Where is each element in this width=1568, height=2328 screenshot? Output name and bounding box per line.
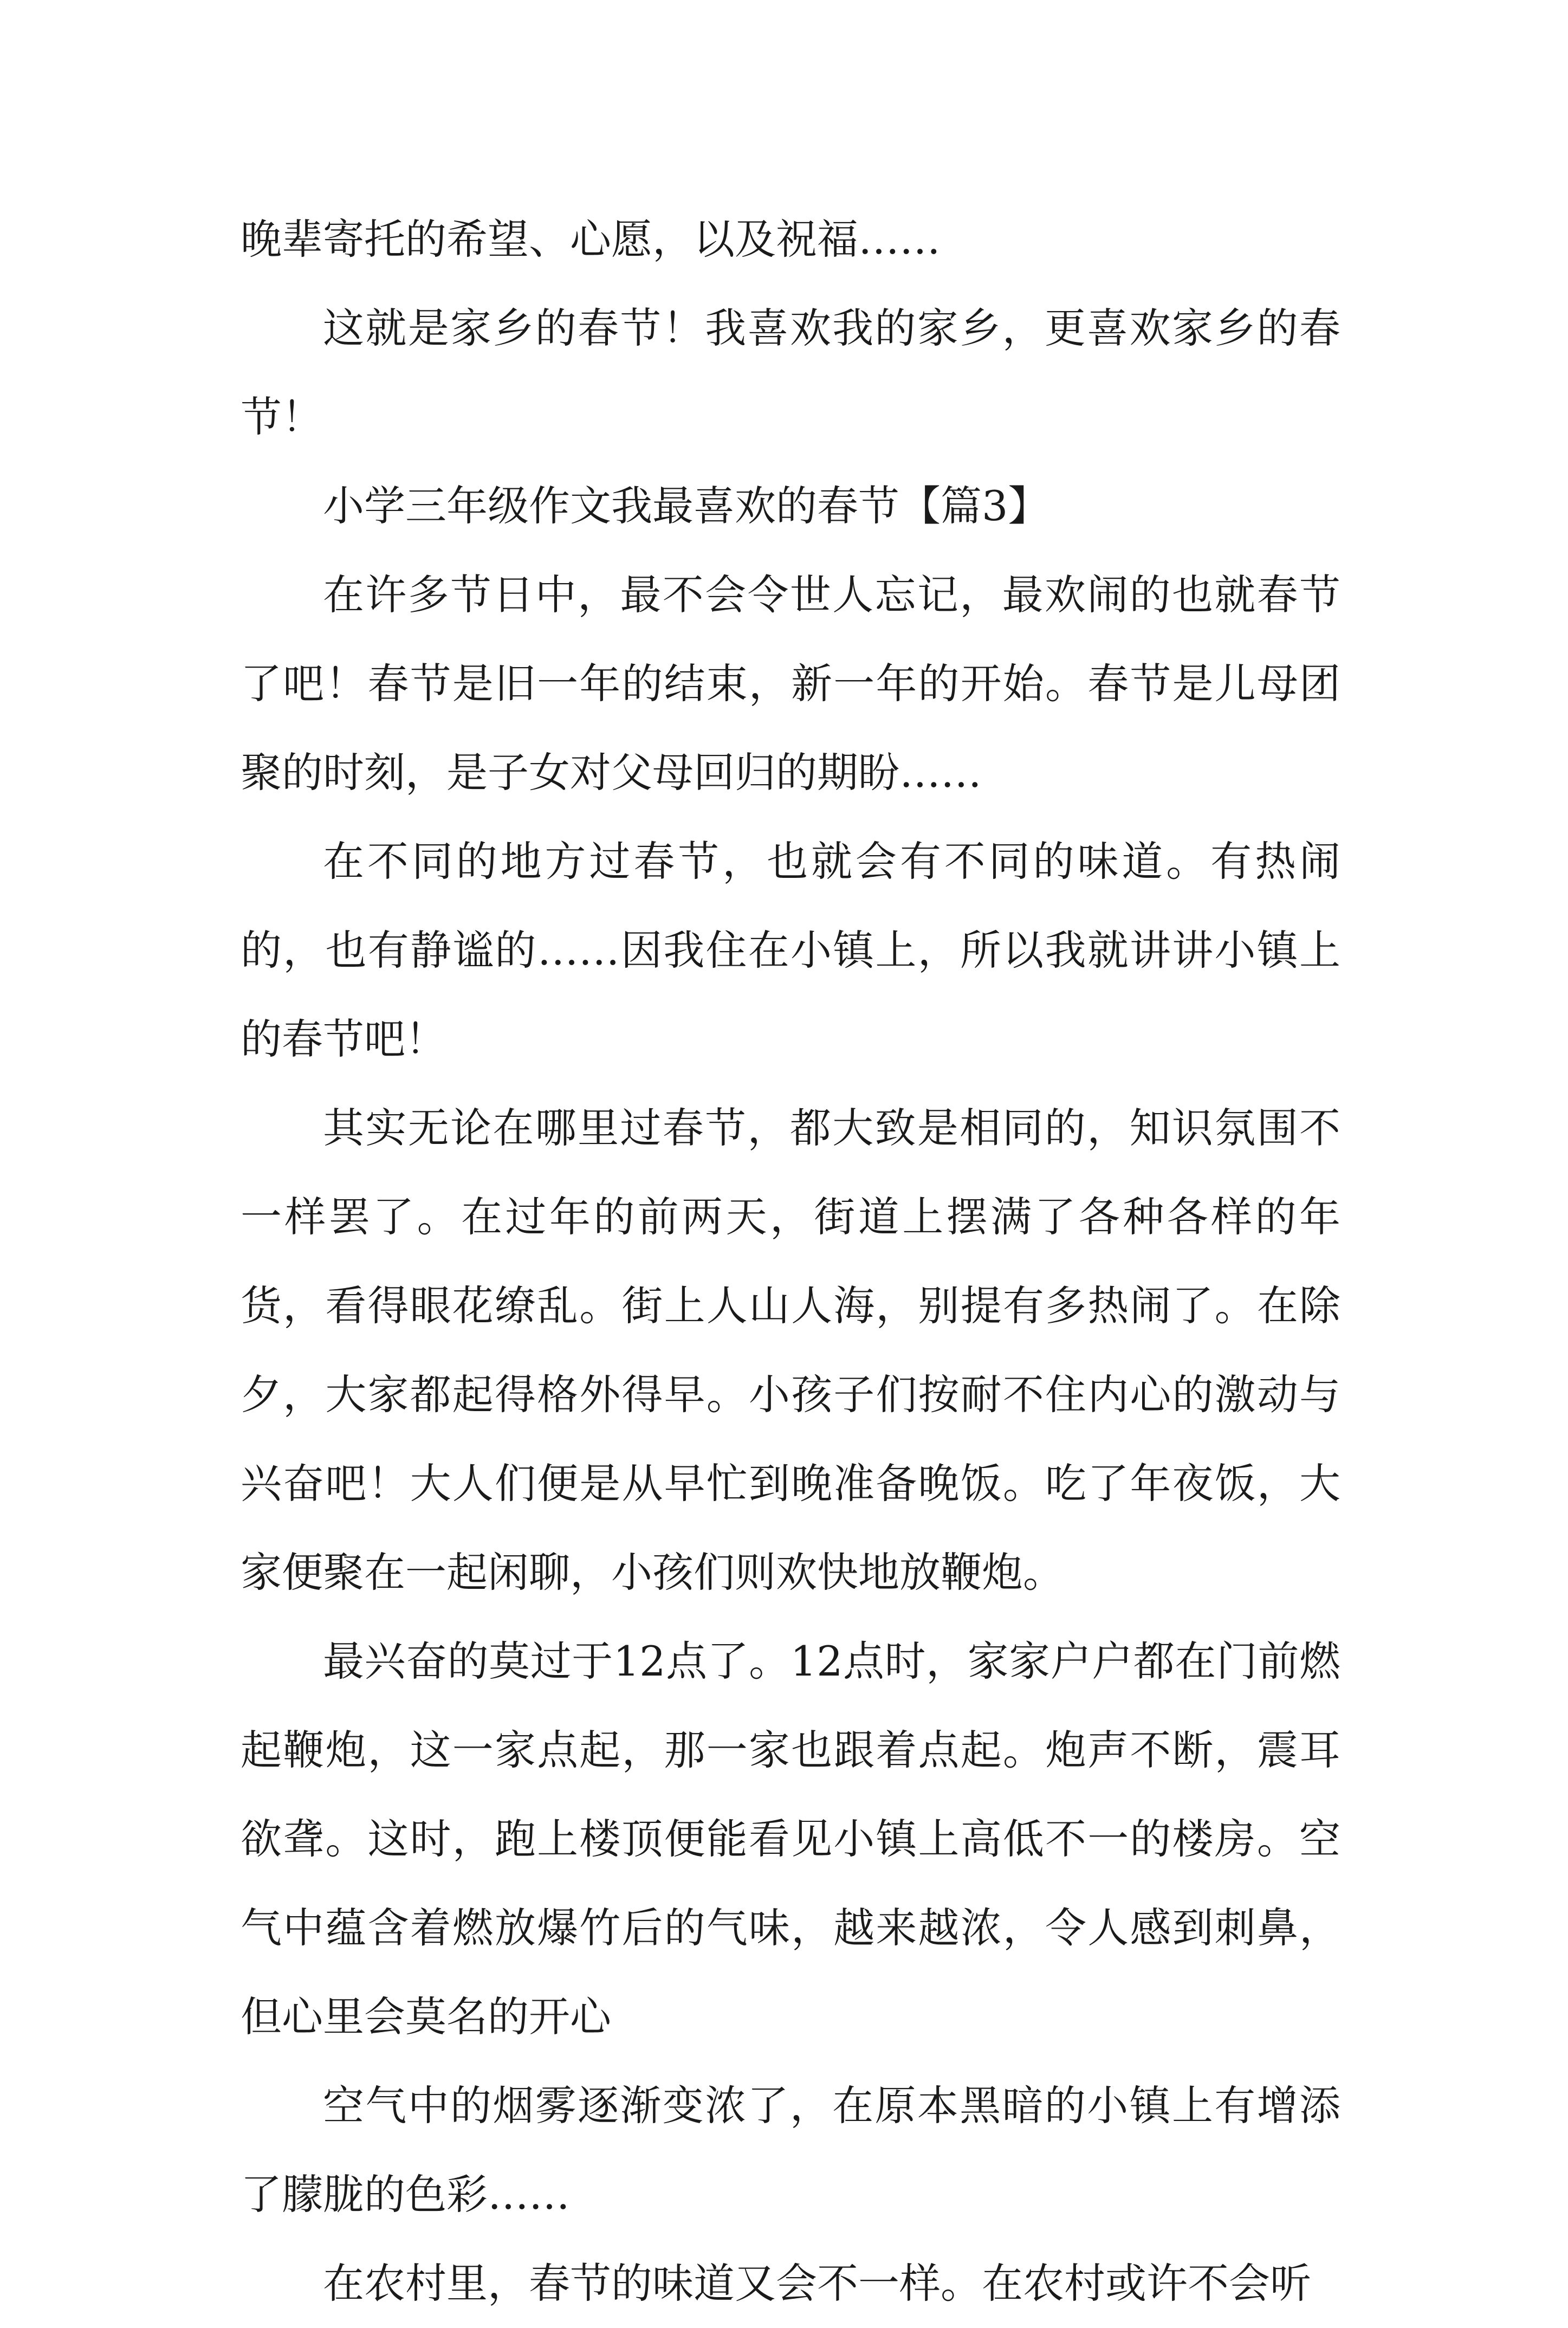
- paragraph-7: 空气中的烟雾逐渐变浓了，在原本黑暗的小镇上有增添了朦胧的色彩……: [241, 2081, 1340, 2219]
- body-text: [241, 195, 1340, 2328]
- section-heading: 小学三年级作文我最喜欢的春节【篇3】: [323, 482, 1049, 530]
- paragraph-1: 晚辈寄托的希望、心愿，以及祝福……: [241, 215, 941, 263]
- paragraph-3: 在许多节日中，最不会令世人忘记，最欢闹的也就春节了吧！春节是旧一年的结束，新一年的开始。春节是儿母团聚的时刻，是子女对父母回归的期盼……: [241, 571, 1340, 797]
- paragraph-6: 最兴奋的莫过于12点了。12点时，家家户户都在门前燃起鞭炮，这一家点起，那一家也跟着点起。炮声不断，震耳欲聋。这时，跑上楼顶便能看见小镇上高低不一的楼房。空气中蕴含着燃放爆竹后的气味，越来越浓，令人感到刺鼻，但心里会莫名的开心: [241, 1637, 1340, 2041]
- paragraph-4: 在不同的地方过春节，也就会有不同的味道。有热闹的，也有静谧的……因我住在小镇上，所以我就讲讲小镇上的春节吧！: [241, 837, 1340, 1063]
- paragraph-8: 在农村里，春节的味道又会不一样。在农村或许不会听: [323, 2259, 1311, 2307]
- paragraph-5: 其实无论在哪里过春节，都大致是相同的，知识氛围不一样罢了。在过年的前两天，街道上摆满了各种各样的年货，看得眼花缭乱。街上人山人海，别提有多热闹了。在除夕，大家都起得格外得早。小孩子们按耐不住内心的激动与兴奋吧！大人们便是从早忙到晚准备晚饭。吃了年夜饭，大家便聚在一起闲聊，小孩们则欢快地放鞭炮。: [241, 1104, 1340, 1596]
- paragraph-2: 这就是家乡的春节！我喜欢我的家乡，更喜欢家乡的春节！: [241, 304, 1340, 441]
